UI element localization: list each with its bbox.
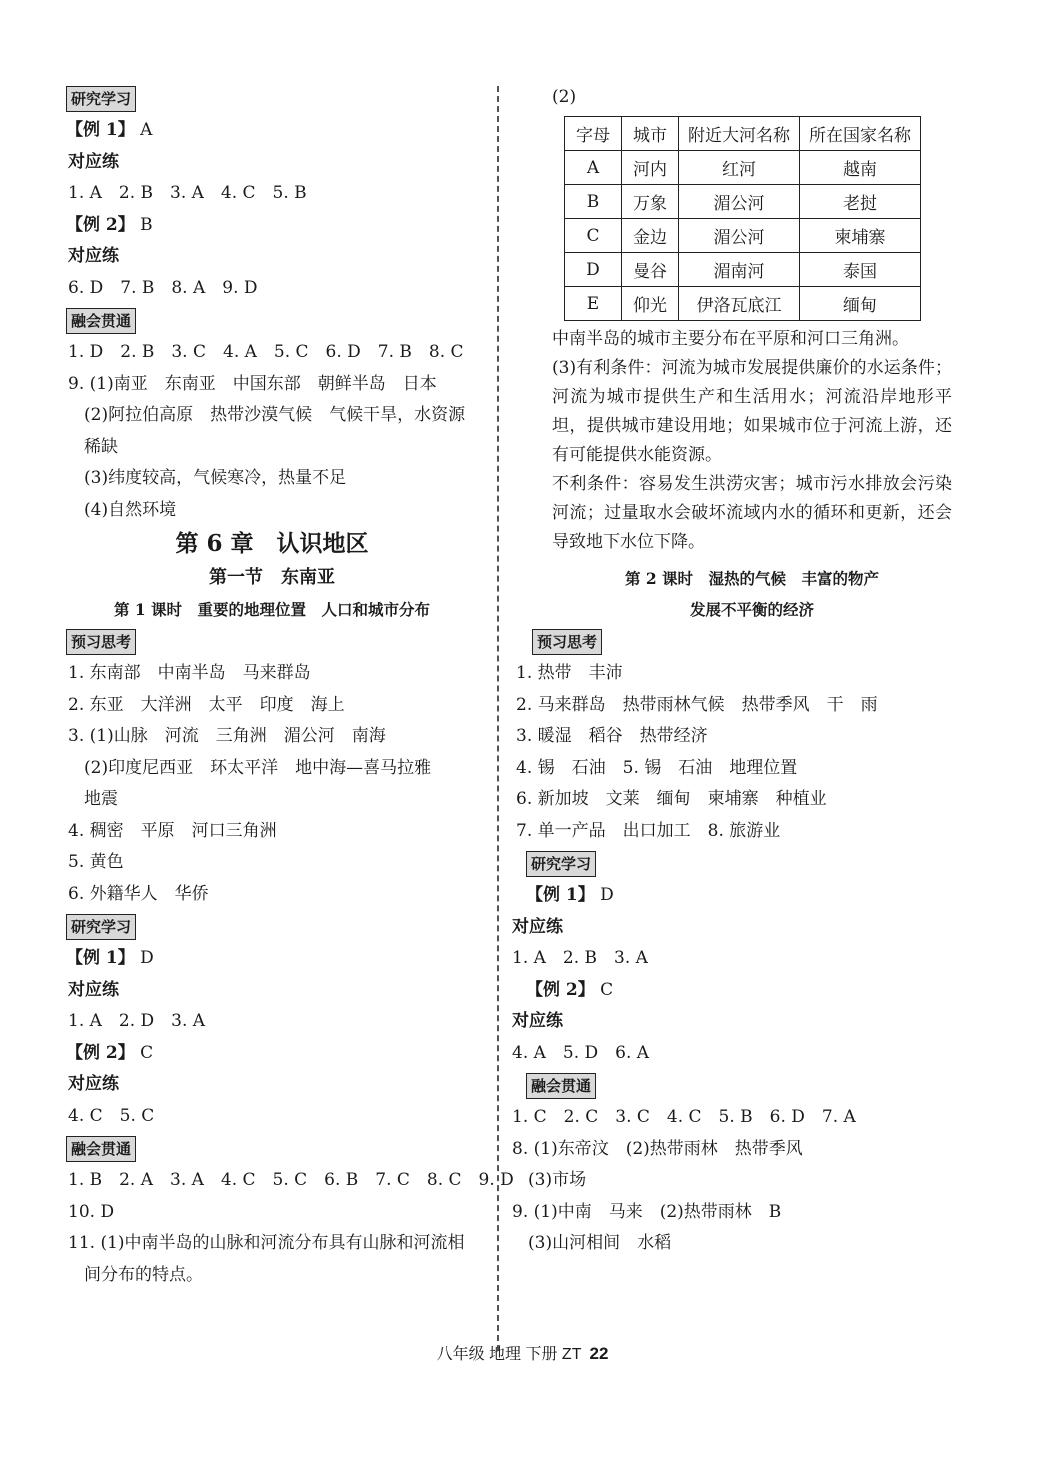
example-label: 【例 2】 bbox=[526, 979, 595, 1000]
answer-line: 4. A 5. D 6. A bbox=[512, 1042, 650, 1063]
table-header: 所在国家名称 bbox=[800, 117, 921, 151]
answer-line: (2)阿拉伯高原 热带沙漠气候 气候干旱，水资源 bbox=[84, 405, 466, 425]
city-river-table bbox=[564, 116, 921, 321]
tag-comprehensive: 融会贯通 bbox=[66, 1136, 136, 1162]
table-header-row bbox=[565, 117, 921, 151]
example-answer: D bbox=[140, 948, 154, 968]
answer-line: 1. A 2. B 3. A bbox=[512, 948, 648, 968]
tag-preview: 预习思考 bbox=[532, 629, 602, 655]
part-label: (2) bbox=[552, 87, 577, 107]
example-label: 【例 2】 bbox=[66, 1042, 135, 1063]
practice-label: 对应练 bbox=[512, 916, 563, 937]
table-header: 字母 bbox=[565, 117, 622, 151]
answer-line: 7. 单一产品 出口加工 8. 旅游业 bbox=[516, 820, 781, 841]
answer-line: (3)纬度较高，气候寒冷，热量不足 bbox=[84, 468, 347, 488]
tag-preview: 预习思考 bbox=[66, 629, 136, 655]
table-row bbox=[565, 253, 921, 287]
answer-line: 3. (1)山脉 河流 三角洲 湄公河 南海 bbox=[68, 726, 386, 746]
footer-text: 八年级 地理 下册 ZT bbox=[436, 1346, 582, 1363]
lesson-title: 第 1 课时 重要的地理位置 人口和城市分布 bbox=[113, 600, 431, 619]
page-number: 22 bbox=[589, 1344, 609, 1363]
table-row bbox=[565, 287, 921, 321]
table-row bbox=[565, 185, 921, 219]
example-answer: D bbox=[600, 885, 614, 905]
tag-research: 研究学习 bbox=[66, 914, 136, 940]
chapter-title: 第 6 章 认识地区 bbox=[175, 530, 369, 557]
table-row bbox=[565, 151, 921, 185]
example-answer: C bbox=[140, 1042, 154, 1063]
example-label: 【例 1】 bbox=[526, 885, 595, 905]
answer-line: 1. A 2. B 3. A 4. C 5. B bbox=[68, 183, 307, 203]
table-cell: 河内 bbox=[622, 151, 679, 185]
table-cell: 泰国 bbox=[800, 253, 921, 287]
practice-label: 对应练 bbox=[512, 1011, 563, 1031]
table-row bbox=[565, 219, 921, 253]
example-answer: B bbox=[140, 214, 153, 235]
tag-comprehensive: 融会贯通 bbox=[66, 308, 136, 334]
table-header: 城市 bbox=[622, 117, 679, 151]
table-cell: A bbox=[565, 151, 622, 185]
tag-comprehensive: 融会贯通 bbox=[526, 1073, 596, 1099]
answer-line: 1. D 2. B 3. C 4. A 5. C 6. D 7. B 8. C bbox=[68, 342, 464, 362]
answer-line: 1. B 2. A 3. A 4. C 5. C 6. B 7. C 8. C 9. D bbox=[68, 1170, 514, 1190]
practice-label: 对应练 bbox=[68, 246, 119, 266]
answer-line: 6. D 7. B 8. A 9. D bbox=[68, 277, 258, 298]
answer-line: 地震 bbox=[84, 789, 118, 809]
answer-line: (3)市场 bbox=[528, 1170, 587, 1190]
answer-line: 1. C 2. C 3. C 4. C 5. B 6. D 7. A bbox=[512, 1107, 856, 1127]
answer-line: 4. 锡 石油 5. 锡 石油 地理位置 bbox=[516, 757, 798, 778]
left-column bbox=[52, 82, 514, 1291]
section-title: 第一节 东南亚 bbox=[209, 567, 335, 588]
table-cell: 伊洛瓦底江 bbox=[679, 287, 800, 321]
example-label: 【例 2】 bbox=[66, 214, 135, 235]
table-cell: 缅甸 bbox=[800, 287, 921, 321]
table-cell: 湄公河 bbox=[679, 219, 800, 253]
answer-line: 稀缺 bbox=[84, 436, 118, 457]
answer-line: 10. D bbox=[68, 1201, 115, 1222]
table-cell: 老挝 bbox=[800, 185, 921, 219]
example-answer: C bbox=[600, 979, 614, 1000]
table-cell: 柬埔寨 bbox=[800, 219, 921, 253]
answer-line: 1. A 2. D 3. A bbox=[68, 1011, 206, 1031]
answer-line: 4. C 5. C bbox=[68, 1105, 155, 1126]
example-label: 【例 1】 bbox=[66, 120, 135, 140]
tag-research: 研究学习 bbox=[66, 86, 136, 112]
table-cell: C bbox=[565, 219, 622, 253]
answer-line: 6. 新加坡 文莱 缅甸 柬埔寨 种植业 bbox=[516, 789, 827, 809]
right-column bbox=[512, 82, 952, 1260]
answer-line: 3. 暖湿 稻谷 热带经济 bbox=[516, 726, 708, 746]
example-label: 【例 1】 bbox=[66, 948, 135, 968]
answer-line: 间分布的特点。 bbox=[84, 1264, 203, 1285]
table-cell: 曼谷 bbox=[622, 253, 679, 287]
answer-line: (2)印度尼西亚 环太平洋 地中海—喜马拉雅 bbox=[84, 757, 432, 778]
practice-label: 对应练 bbox=[68, 151, 119, 172]
answer-line: 1. 热带 丰沛 bbox=[516, 663, 623, 683]
answer-line: (3)山河相间 水稻 bbox=[528, 1233, 672, 1253]
table-cell: 越南 bbox=[800, 151, 921, 185]
answer-line: (4)自然环境 bbox=[84, 499, 177, 520]
table-cell: 万象 bbox=[622, 185, 679, 219]
practice-label: 对应练 bbox=[68, 1074, 119, 1094]
table-cell: 红河 bbox=[679, 151, 800, 185]
column-divider bbox=[497, 86, 499, 1351]
table-cell: 湄南河 bbox=[679, 253, 800, 287]
answer-line: 2. 马来群岛 热带雨林气候 热带季风 干 雨 bbox=[516, 694, 878, 715]
table-cell: 湄公河 bbox=[679, 185, 800, 219]
lesson-title: 第 2 课时 湿热的气候 丰富的物产 bbox=[624, 569, 880, 588]
table-cell: 金边 bbox=[622, 219, 679, 253]
table-cell: E bbox=[565, 287, 622, 321]
example-answer: A bbox=[140, 120, 153, 140]
answer-line: 4. 稠密 平原 河口三角洲 bbox=[68, 820, 277, 841]
answer-line: 8. (1)东帝汶 (2)热带雨林 热带季风 bbox=[512, 1138, 803, 1159]
answer-line: 11. (1)中南半岛的山脉和河流分布具有山脉和河流相 bbox=[68, 1233, 465, 1253]
answer-line: 2. 东亚 大洋洲 太平 印度 海上 bbox=[68, 694, 345, 715]
lesson-subtitle: 发展不平衡的经济 bbox=[689, 600, 814, 619]
answer-line: 1. 东南部 中南半岛 马来群岛 bbox=[68, 663, 311, 683]
answer-paragraph: 不利条件：容易发生洪涝灾害；城市污水排放会污染河流；过量取水会破坏流域内水的循环和更新，还会导致地下水位下降。 bbox=[552, 474, 952, 552]
answer-line: 6. 外籍华人 华侨 bbox=[68, 883, 209, 904]
table-header: 附近大河名称 bbox=[679, 117, 800, 151]
answer-paragraph: (3)有利条件：河流为城市发展提供廉价的水运条件；河流为城市提供生产和生活用水；河流沿岸地形平坦，提供城市建设用地；如果城市位于河流上游，还有可能提供水能资源。 bbox=[552, 358, 952, 465]
answer-line: 9. (1)中南 马来 (2)热带雨林 B bbox=[512, 1201, 782, 1222]
table-cell: 仰光 bbox=[622, 287, 679, 321]
table-cell: B bbox=[565, 185, 622, 219]
answer-line: 5. 黄色 bbox=[68, 852, 124, 872]
tag-research: 研究学习 bbox=[526, 851, 596, 877]
practice-label: 对应练 bbox=[68, 979, 119, 1000]
page-footer bbox=[0, 1341, 1045, 1364]
answer-line: 9. (1)南亚 东南亚 中国东部 朝鲜半岛 日本 bbox=[68, 373, 437, 394]
answer-paragraph: 中南半岛的城市主要分布在平原和河口三角洲。 bbox=[552, 329, 909, 349]
table-cell: D bbox=[565, 253, 622, 287]
